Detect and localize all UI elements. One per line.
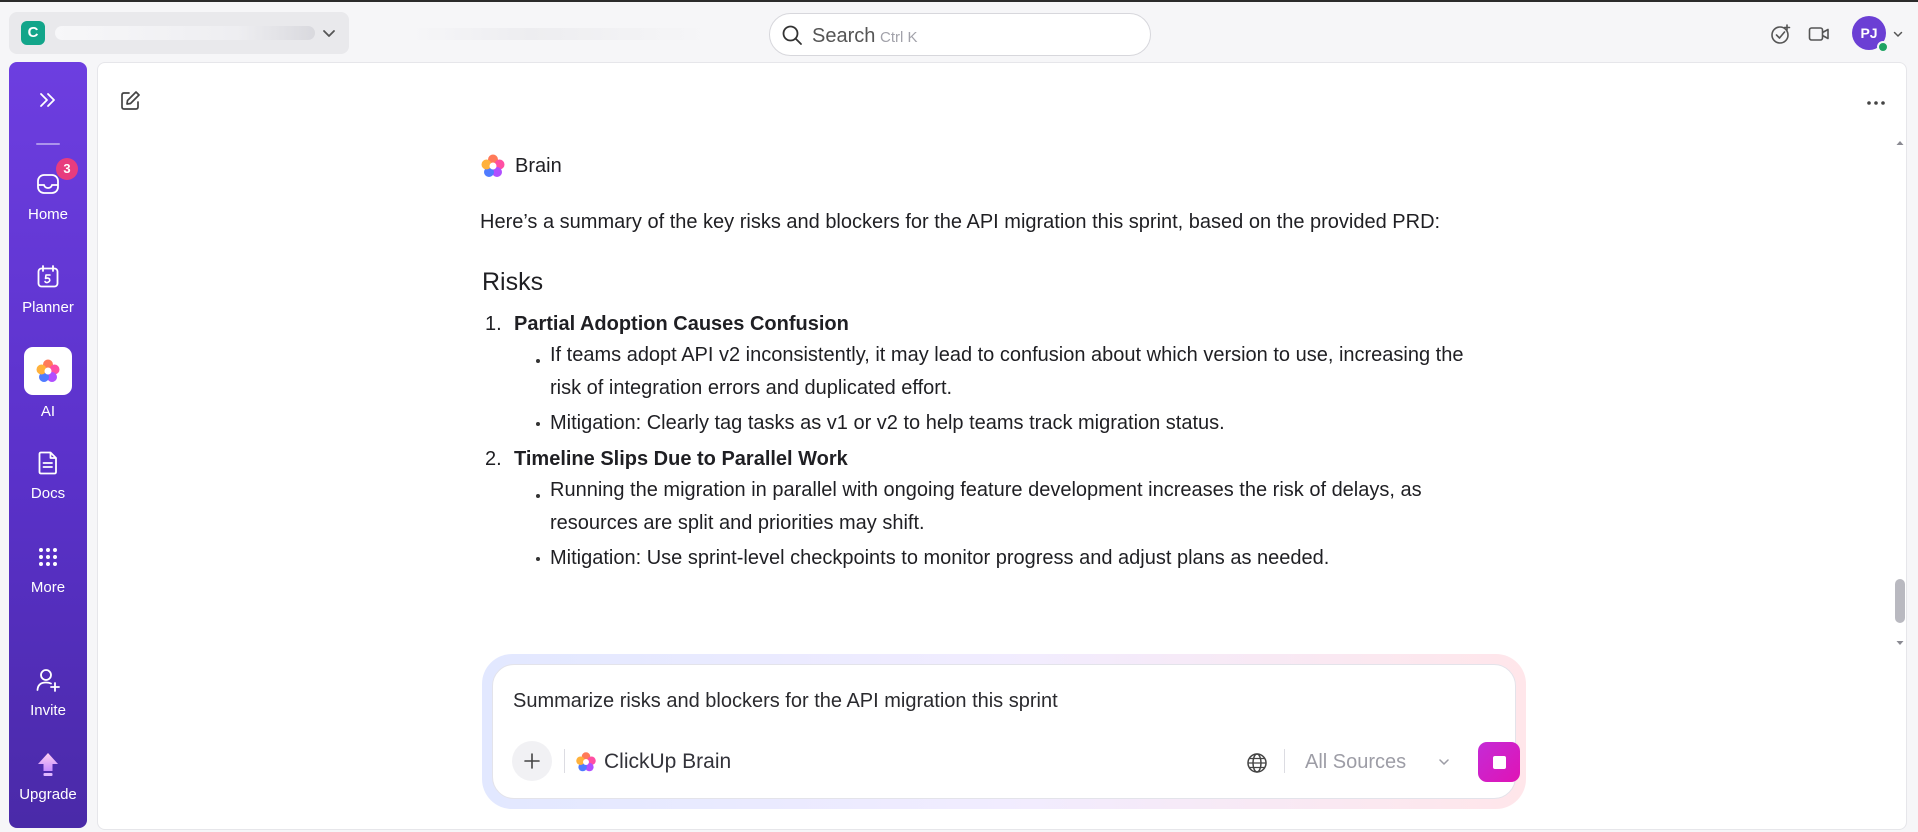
list-item-number: 2. (485, 448, 502, 470)
sidebar-item-more[interactable] (9, 543, 87, 596)
sidebar-item-docs[interactable] (9, 449, 87, 502)
prompt-composer[interactable] (492, 664, 1516, 799)
ai-tile (24, 347, 72, 395)
sidebar-item-label: Planner (22, 299, 74, 316)
brain-chat-panel (97, 62, 1907, 830)
risk-detail: If teams adopt API v2 inconsistently, it may lead to confusion about which version to use, increasing the risk of integration errors and duplicated effort. (550, 344, 1464, 399)
risk-title: Timeline Slips Due to Parallel Work (514, 448, 848, 470)
online-status-indicator (1877, 41, 1889, 53)
upgrade-icon (34, 750, 62, 778)
sidebar-divider (36, 143, 60, 145)
scrollbar-thumb[interactable] (1895, 579, 1905, 623)
brain-logo-icon (480, 153, 506, 179)
calendar-icon (34, 263, 62, 291)
globe-icon[interactable] (1245, 751, 1269, 775)
search-label: Search (812, 25, 876, 47)
composer-divider (564, 749, 565, 773)
stop-icon (1493, 756, 1506, 769)
bullet-marker (536, 494, 540, 498)
sidebar-item-ai[interactable] (9, 347, 87, 420)
section-heading: Risks (482, 268, 544, 296)
sidebar-item-label: Invite (30, 702, 66, 719)
ai-icon (35, 358, 61, 384)
sidebar-rail (9, 62, 87, 828)
risk-mitigation: Mitigation: Use sprint-level checkpoints to monitor progress and adjust plans as needed. (550, 547, 1330, 569)
list-item-number: 1. (485, 313, 502, 335)
assistant-name: Brain (515, 155, 562, 177)
top-bar (0, 0, 1918, 62)
breadcrumb-redacted (410, 28, 710, 40)
sidebar-item-label: Docs (30, 485, 66, 502)
more-options-icon[interactable] (1864, 91, 1888, 115)
workspace-name-redacted (55, 26, 315, 40)
add-attachment-button[interactable] (512, 741, 552, 781)
expand-sidebar-icon[interactable] (36, 88, 60, 112)
prompt-input[interactable]: Summarize risks and blockers for the API migration this sprint (513, 690, 1058, 712)
sidebar-item-label: Home (27, 206, 68, 223)
search-bar[interactable] (769, 13, 1151, 56)
scroll-up-arrow[interactable] (1895, 138, 1905, 148)
brain-logo-icon (575, 751, 597, 773)
sidebar-item-label: AI (40, 403, 56, 420)
sidebar-item-label: Upgrade (19, 786, 77, 803)
chevron-down-icon[interactable] (1892, 28, 1904, 40)
video-record-icon[interactable] (1807, 22, 1831, 46)
grid-icon (34, 543, 62, 571)
risk-title: Partial Adoption Causes Confusion (514, 313, 849, 335)
invite-icon (34, 666, 62, 694)
new-chat-icon[interactable] (118, 89, 142, 113)
stop-generation-button[interactable] (1478, 742, 1520, 782)
plus-icon (522, 751, 542, 771)
response-intro: Here’s a summary of the key risks and blockers for the API migration this sprint, based on the provided PRD: (480, 211, 1441, 233)
bullet-marker (536, 359, 540, 363)
sidebar-item-invite[interactable] (9, 666, 87, 719)
notification-badge: 3 (56, 158, 78, 180)
sidebar-item-planner[interactable] (9, 263, 87, 316)
search-icon (781, 24, 803, 46)
risk-detail: Running the migration in parallel with ongoing feature development increases the risk of delays, as resources are split and priorities may shift. (550, 479, 1422, 534)
search-shortcut: Ctrl K (880, 29, 918, 46)
bullet-marker (536, 557, 540, 561)
workspace-switcher[interactable] (9, 12, 349, 54)
chevron-down-icon[interactable] (1437, 755, 1451, 769)
workspace-logo: C (21, 21, 45, 45)
model-selector[interactable]: ClickUp Brain (604, 750, 732, 773)
chevron-down-icon (319, 23, 339, 43)
user-avatar[interactable]: PJ (1852, 16, 1886, 50)
sidebar-item-label: More (30, 579, 66, 596)
docs-icon (34, 449, 62, 477)
composer-divider (1284, 749, 1285, 773)
bullet-marker (536, 422, 540, 426)
task-check-icon[interactable] (1769, 22, 1793, 46)
scroll-down-arrow[interactable] (1895, 638, 1905, 648)
sidebar-item-upgrade[interactable] (9, 750, 87, 803)
sidebar-item-home[interactable] (9, 161, 87, 223)
sources-dropdown[interactable]: All Sources (1305, 751, 1407, 773)
risk-mitigation: Mitigation: Clearly tag tasks as v1 or v2 to help teams track migration status. (550, 412, 1225, 434)
